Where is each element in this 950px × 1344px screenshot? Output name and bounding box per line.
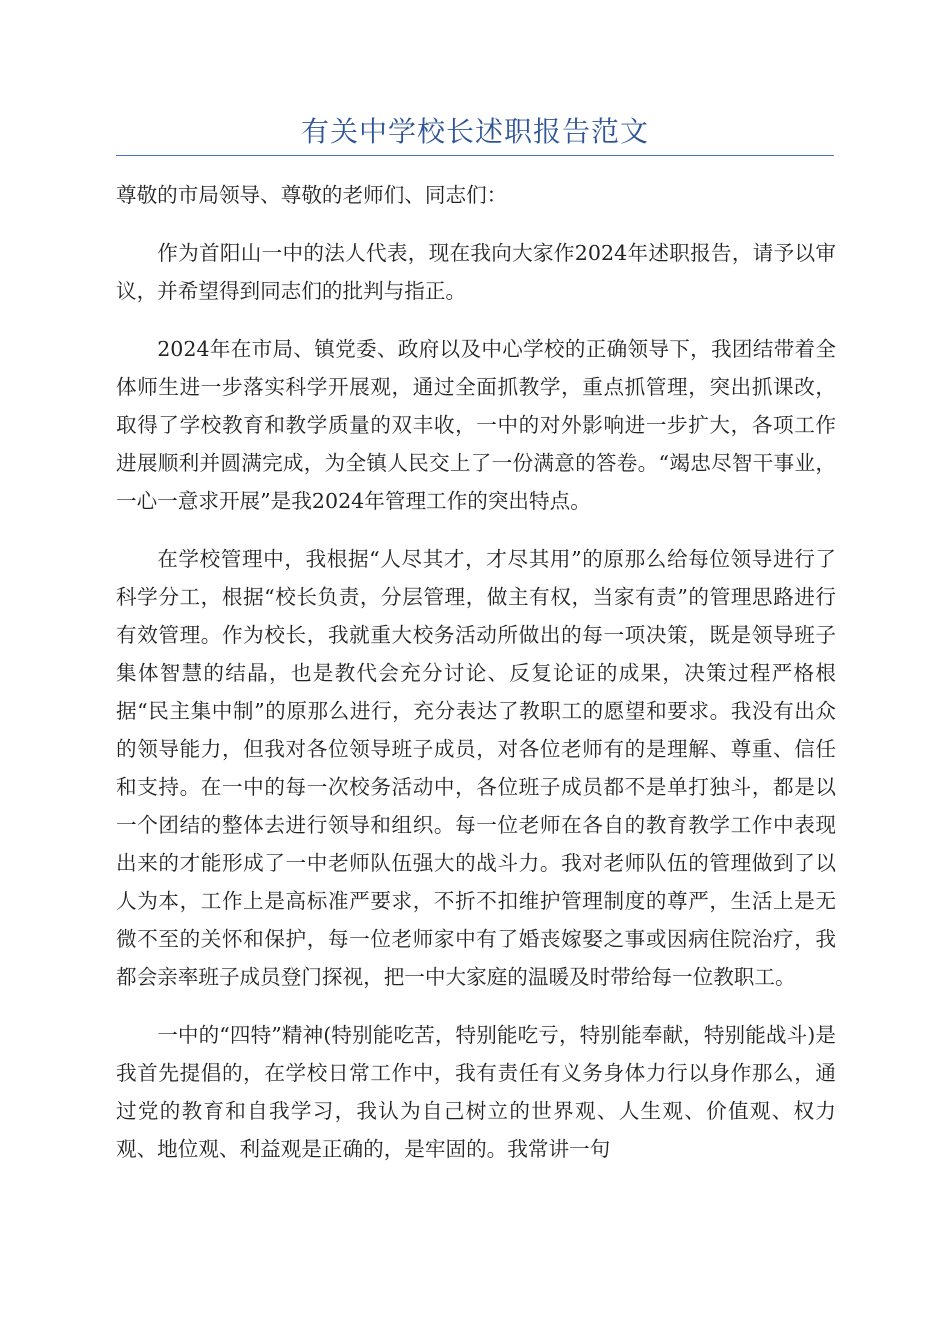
paragraph-intro: 作为首阳山一中的法人代表，现在我向大家作2024年述职报告，请予以审议，并希望得到同志们的批判与指正。	[116, 241, 836, 303]
paragraph-management: 在学校管理中，我根据“人尽其才，才尽其用”的原那么给每位领导进行了科学分工，根据“校长负责，分层管理，做主有权，当家有责”的管理思路进行有效管理。作为校长，我就重大校务活动所做出的每一项决策，既是领导班子集体智慧的结晶，也是教代会充分讨论、反复论证的成果，决策过程严格根据“民主集中制”的原那么进行，充分表达了教职工的愿望和要求。我没有出众的领导能力，但我对各位领导班子成员，对各位老师有的是理解、尊重、信任和支持。在一中的每一次校务活动中，各位班子成员都不是单打独斗，都是以一个团结的整体去进行领导和组织。每一位老师在各自的教育教学工作中表现出来的才能形成了一中老师队伍强大的战斗力。我对老师队伍的管理做到了以人为本，工作上是高标准严要求，不折不扣维护管理制度的尊严，生活上是无微不至的关怀和保护，每一位老师家中有了婚丧嫁娶之事或因病住院治疗，我都会亲率班子成员登门探视，把一中大家庭的温暖及时带给每一位教职工。	[116, 547, 836, 989]
paragraph-greeting: 尊敬的市局领导、尊敬的老师们、同志们：	[116, 183, 508, 207]
title-underline	[116, 155, 834, 156]
paragraph-spirit: 一中的“四特”精神(特别能吃苦，特别能吃亏，特别能奉献，特别能战斗)是我首先提倡的，在学校日常工作中，我有责任有义务身体力行以身作那么，通过党的教育和自我学习，我认为自己树立的世界观、人生观、价值观、权力观、地位观、利益观是正确的，是牢固的。我常讲一句	[116, 1023, 836, 1161]
paragraph-summary: 2024年在市局、镇党委、政府以及中心学校的正确领导下，我团结带着全体师生进一步落实科学开展观，通过全面抓教学，重点抓管理，突出抓课改，取得了学校教育和教学质量的双丰收，一中的对外影响进一步扩大，各项工作进展顺利并圆满完成，为全镇人民交上了一份满意的答卷。“竭忠尽智干事业，一心一意求开展”是我2024年管理工作的突出特点。	[116, 337, 836, 513]
document-body	[116, 176, 836, 1188]
document-title: 有关中学校长述职报告范文	[300, 115, 649, 148]
